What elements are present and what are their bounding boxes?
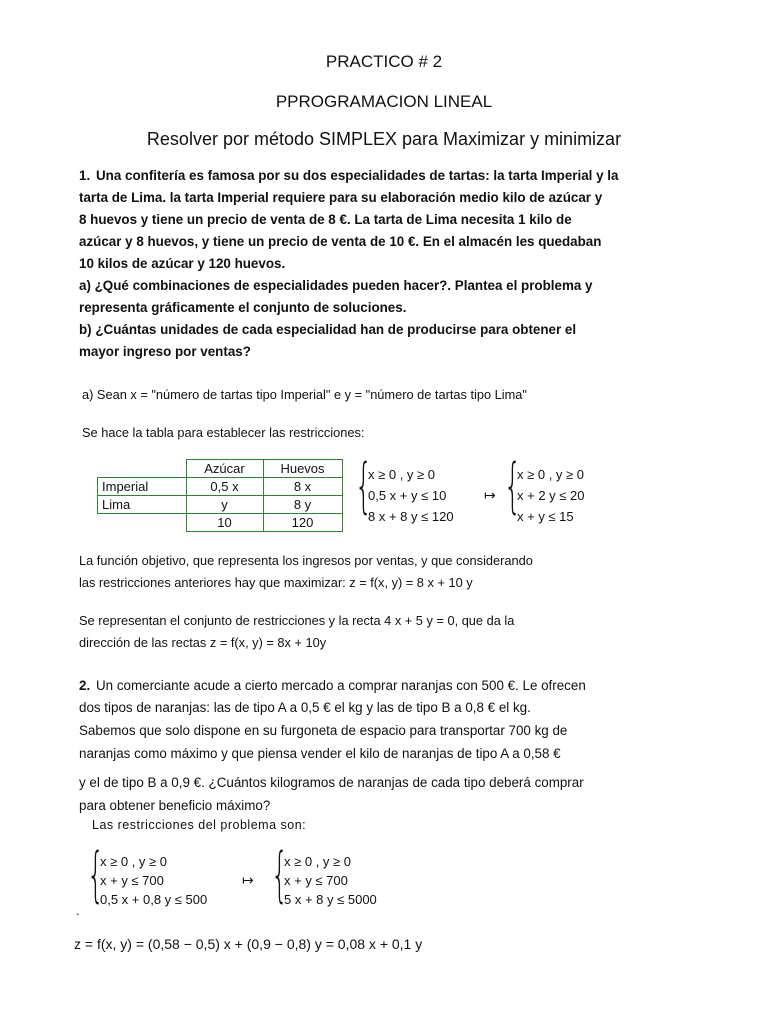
table-cell — [98, 460, 187, 478]
restrictions-intro: Las restricciones del problema son: — [92, 818, 307, 832]
constraint: x + 2 y ≤ 20 — [517, 488, 585, 503]
table-cell: 10 — [186, 514, 263, 532]
table-header-row — [98, 460, 343, 478]
problem-2-number: 2. — [79, 678, 91, 693]
objective-text-line: las restricciones anteriores hay que maximizar: z = f(x, y) = 8 x + 10 y — [79, 575, 473, 590]
document-heading: Resolver por método SIMPLEX para Maximizar y minimizar — [146, 129, 622, 149]
recta-text-line: Se representan el conjunto de restricciones y la recta 4 x + 5 y = 0, que da la — [79, 613, 515, 628]
constraint: x + y ≤ 700 — [100, 873, 164, 888]
table-cell: 0,5 x — [186, 478, 263, 496]
left-brace-icon: { — [355, 451, 373, 521]
constraint: 8 x + 8 y ≤ 120 — [368, 509, 454, 524]
problem-1-line: 8 huevos y tiene un precio de venta de 8 €. La tarta de Lima necesita 1 kilo de — [79, 212, 572, 227]
left-brace-icon: { — [504, 451, 522, 521]
problem-1-line: representa gráficamente el conjunto de soluciones. — [79, 300, 407, 315]
problem-2-line: dos tipos de naranjas: las de tipo A a 0,5 € el kg y las de tipo B a 0,8 € el kg. — [79, 700, 531, 715]
table-intro: Se hace la tabla para establecer las restricciones: — [82, 425, 365, 440]
table-cell: Lima — [98, 496, 187, 514]
problem-2-line: Un comerciante acude a cierto mercado a comprar naranjas con 500 €. Le ofrecen — [96, 678, 586, 693]
problem-1-line: tarta de Lima. la tarta Imperial requiere para su elaboración medio kilo de azúcar y — [79, 190, 603, 205]
document-title: PRACTICO # 2 — [325, 52, 443, 71]
constraint: x ≥ 0 , y ≥ 0 — [284, 854, 352, 869]
objective-function-2: z = f(x, y) = (0,58 − 0,5) x + (0,9 − 0,8) y = 0,08 x + 0,1 y — [74, 936, 423, 952]
objective-text-line: La función objetivo, que representa los ingresos por ventas, y que considerando — [79, 553, 533, 568]
table-header-cell: Azúcar — [186, 460, 263, 478]
table-cell: y — [186, 496, 263, 514]
problem-2-line: para obtener beneficio máximo? — [79, 798, 271, 813]
maps-to-arrow-icon: ↦ — [484, 487, 496, 503]
problem-2-line: naranjas como máximo y que piensa vender el kilo de naranjas de tipo A a 0,58 € — [79, 746, 561, 761]
problem-1-line: Una confitería es famosa por su dos especialidades de tartas: la tarta Imperial y la — [96, 168, 619, 183]
constraint: 5 x + 8 y ≤ 5000 — [284, 892, 377, 907]
problem-1-line: azúcar y 8 huevos, y tiene un precio de venta de 10 €. En el almacén les quedaban — [79, 234, 602, 249]
problem-1-line: mayor ingreso por ventas? — [79, 344, 251, 359]
variable-definition: a) Sean x = "número de tartas tipo Imperial" e y = "número de tartas tipo Lima" — [82, 387, 527, 402]
left-brace-icon: { — [271, 840, 289, 910]
table-row — [98, 514, 343, 532]
table-row — [98, 478, 343, 496]
table-cell: 8 x — [263, 478, 342, 496]
restrictions-table — [97, 459, 343, 532]
constraint: 0,5 x + 0,8 y ≤ 500 — [100, 892, 208, 907]
table-header-cell: Huevos — [263, 460, 342, 478]
table-cell — [98, 514, 187, 532]
problem-2-line: Sabemos que solo dispone en su furgoneta de espacio para transportar 700 kg de — [79, 723, 568, 738]
problem-1-number: 1. — [79, 168, 91, 183]
recta-text-line: dirección de las rectas z = f(x, y) = 8x + 10y — [79, 635, 327, 650]
stray-dot: . — [76, 903, 80, 918]
table-cell: 120 — [263, 514, 342, 532]
constraint: 0,5 x + y ≤ 10 — [368, 488, 447, 503]
left-brace-icon: { — [87, 840, 105, 910]
problem-1-question-a: a) ¿Qué combinaciones de especialidades pueden hacer?. Plantea el problema y — [79, 278, 593, 293]
problem-2-line: y el de tipo B a 0,9 €. ¿Cuántos kilogramos de naranjas de cada tipo deberá comprar — [79, 775, 584, 790]
document-subtitle: PPROGRAMACION LINEAL — [275, 92, 493, 111]
constraint: x + y ≤ 700 — [284, 873, 348, 888]
table-row — [98, 496, 343, 514]
constraint: x ≥ 0 , y ≥ 0 — [100, 854, 168, 869]
problem-1-line: 10 kilos de azúcar y 120 huevos. — [79, 256, 286, 271]
constraint: x + y ≤ 15 — [517, 509, 574, 524]
constraint: x ≥ 0 , y ≥ 0 — [517, 467, 585, 482]
constraint: x ≥ 0 , y ≥ 0 — [368, 467, 436, 482]
maps-to-arrow-icon: ↦ — [242, 872, 254, 888]
table-cell: 8 y — [263, 496, 342, 514]
problem-1-question-b: b) ¿Cuántas unidades de cada especialidad han de producirse para obtener el — [79, 322, 577, 337]
table-cell: Imperial — [98, 478, 187, 496]
